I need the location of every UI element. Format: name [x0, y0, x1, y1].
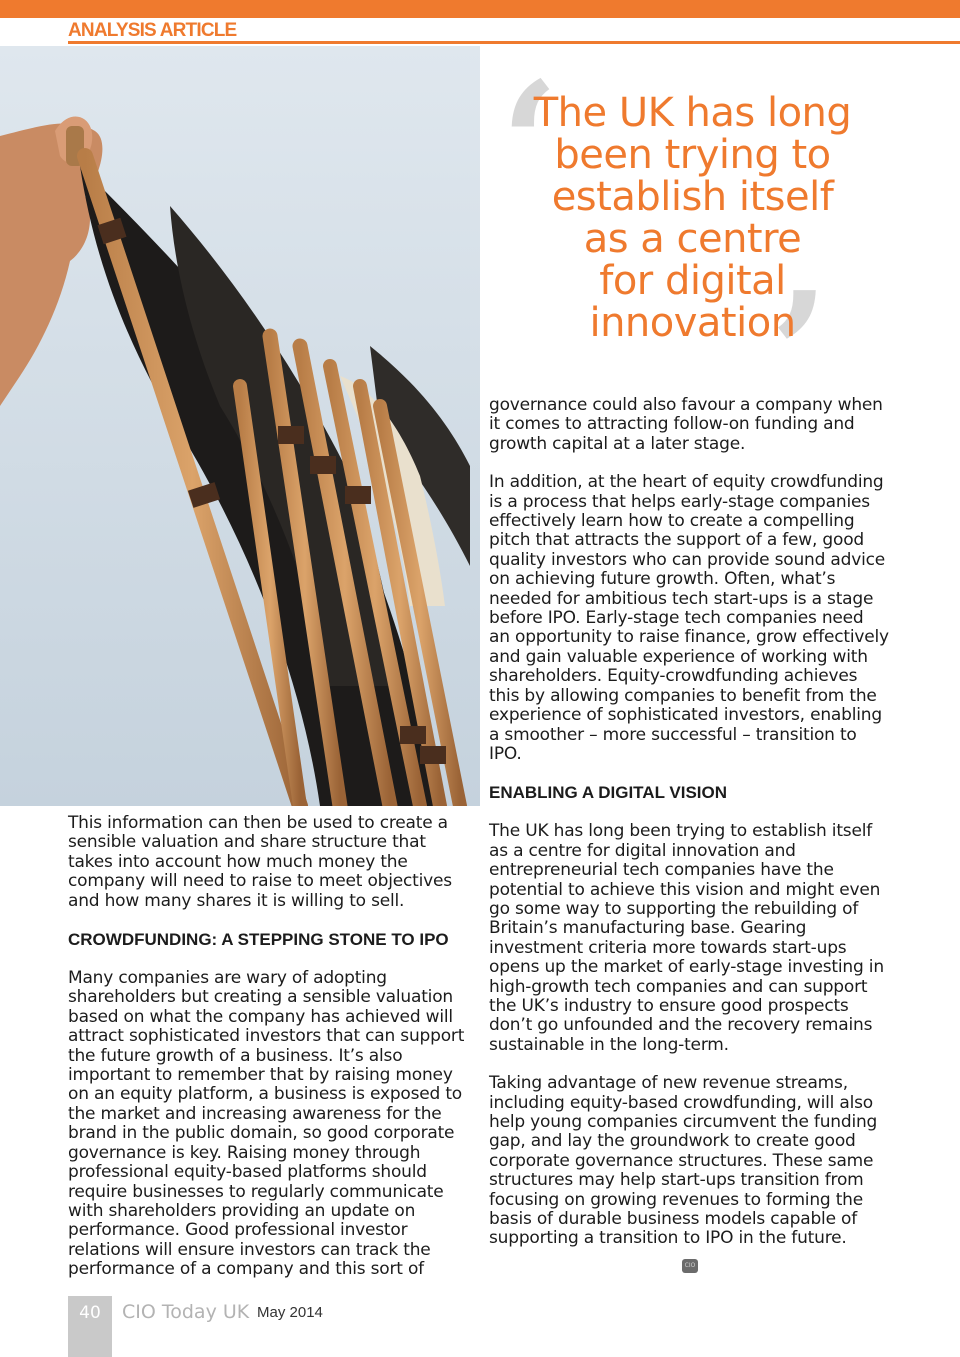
page-number: 40	[68, 1296, 112, 1357]
section-label: ANALYSIS ARTICLE	[68, 20, 237, 41]
body-paragraph: Taking advantage of new revenue streams, including equity-based crowdfunding, will also help young companies circumvent the funding gap, and lay the groundwork to create good corporate governance structures. These same structures may help start-ups transition from focusing on growing revenues to forming the basis of durable business models capable of supporting a transition to IPO in the future.	[489, 1073, 878, 1249]
publication-name: CIO Today UK	[122, 1301, 250, 1323]
quote-close-mark: ’	[770, 255, 830, 455]
right-column	[489, 396, 889, 1268]
section-heading: CROWDFUNDING: A STEPPING STONE TO IPO	[68, 930, 449, 950]
quote-open-mark: ‘	[500, 45, 560, 245]
pull-quote-line: for digital	[599, 258, 786, 304]
body-paragraph: This information can then be used to create a sensible valuation and share structure that takes into account how much money the company will need to raise to meet objectives and how many shares it is willing to sell.	[68, 813, 452, 911]
body-paragraph: Many companies are wary of adopting shareholders but creating a sensible valuation based on what the company has achieved will attract sophisticated investors that can support the future growth of a business. It’s also important to remember that by raising money on an equity platform, a business is exposed to the market and increasing awareness for the brand in the public domain, so good corporate governance is key. Raising money through professional equity-based platforms should require businesses to regularly communicate with shareholders providing an update on performance. Good professional investor relations will ensure investors can track the performance of a company and this sort of	[68, 968, 465, 1280]
issue-date: May 2014	[257, 1304, 323, 1321]
header-accent-bar	[0, 0, 960, 18]
header-rule	[68, 41, 960, 44]
pull-quote-line: been trying to	[554, 132, 831, 178]
pull-quote	[520, 92, 865, 344]
body-paragraph: In addition, at the heart of equity crowdfunding is a process that helps early-stage companies effectively learn how to create a compelling pitch that attracts the support of a few, good quality investors who can provide sound advice on achieving future growth. Often, what’s needed for ambitious tech start-ups is a stage before IPO. Early-stage tech companies need an opportunity to raise finance, grow effectively and gain valuable experience of working with shareholders. Equity-crowdfunding achieves this by allowing companies to benefit from the experience of sophisticated investors, enabling a smoother – more successful – transition to IPO.	[489, 472, 889, 764]
pull-quote-line: innovation	[589, 300, 796, 346]
pull-quote-line: establish itself	[551, 174, 834, 220]
body-paragraph: The UK has long been trying to establish itself as a centre for digital innovation and entrepreneurial tech companies have the potential to achieve this vision and might even go some way to supporting the rebuilding of Britain’s manufacturing base. Gearing investment criteria more towards start-ups opens up the market of early-stage investing in high-growth tech companies and can support the UK’s industry to ensure good prospects don’t go unfounded and the recovery remains sustainable in the long-term.	[489, 821, 884, 1055]
arrows-in-hand-photo	[0, 46, 480, 806]
section-heading: ENABLING A DIGITAL VISION	[489, 783, 728, 803]
article-end-icon: CIO	[682, 1259, 698, 1273]
pull-quote-line: The UK has long	[533, 90, 852, 136]
body-paragraph: governance could also favour a company when it comes to attracting follow-on funding and growth capital at a later stage.	[489, 395, 883, 454]
pull-quote-line: as a centre	[583, 216, 802, 262]
left-column	[68, 814, 470, 1299]
